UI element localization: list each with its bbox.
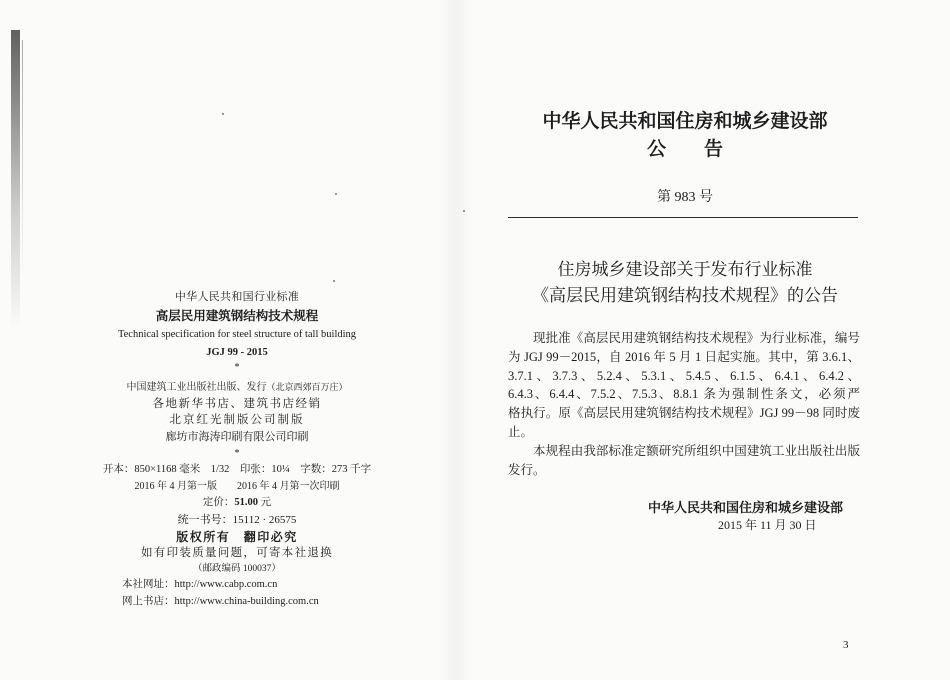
copyright-notice: 版权所有 翻印必究 — [176, 530, 298, 544]
subject-line-1: 住房城乡建设部关于发布行业标准 — [557, 260, 813, 279]
postcode: （邮政编码 100037） — [193, 564, 281, 574]
price-unit: 元 — [258, 497, 272, 508]
edition-line: 2016 年 4 月第一版 2016 年 4 月第一次印刷 — [134, 481, 340, 492]
printer: 廊坊市海涛印刷有限公司印刷 — [165, 431, 309, 443]
body-line: 格执行。原《高层民用建筑钢结构技术规程》JGJ 99－98 同时废 — [508, 406, 860, 421]
publisher-line — [60, 379, 414, 396]
separator-asterisk: * — [234, 448, 240, 459]
price-line — [60, 495, 414, 511]
body-line: 本规程由我部标准定额研究所组织中国建筑工业出版社出版 — [533, 443, 860, 458]
body-line: 6.4.3、6.4.4、7.5.2、7.5.3、8.8.1 条为强制性条文，必须严 — [508, 387, 860, 402]
signature: 中华人民共和国住房和城乡建设部 — [648, 500, 844, 515]
announcement-body — [508, 329, 860, 479]
notice-label: 公 告 — [646, 139, 723, 160]
price-value: 51.00 — [234, 497, 258, 508]
online-store: 网上书店：http://www.china-building.com.cn — [122, 596, 319, 607]
title-english: Technical specification for steel structure of tall building — [117, 329, 357, 340]
body-line: 止。 — [508, 424, 534, 439]
header-rule — [508, 217, 858, 218]
publisher: 中国建筑工业出版社出版、发行 — [126, 382, 267, 393]
standard-type: 中华人民共和国行业标准 — [174, 291, 300, 303]
body-line: 3.7.1、3.7.3、5.2.4、5.3.1、5.4.5、6.1.5、6.4.1、6.4.2、 — [508, 368, 860, 383]
page-number: 3 — [843, 639, 849, 651]
body-line: 发行。 — [508, 462, 546, 477]
ministry-heading: 中华人民共和国住房和城乡建设部 — [542, 111, 828, 132]
plate-maker: 北京红光制版公司制版 — [169, 414, 305, 426]
book-number: 统一书号：15112 · 26575 — [177, 514, 297, 526]
subject-line-2: 《高层民用建筑钢结构技术规程》的公告 — [532, 286, 838, 305]
price-label: 定价： — [202, 497, 235, 508]
title-chinese: 高层民用建筑钢结构技术规程 — [155, 309, 319, 323]
body-line: 现批准《高层民用建筑钢结构技术规程》为行业标准，编号 — [533, 331, 860, 345]
standard-code: JGJ 99 - 2015 — [206, 347, 268, 358]
body-line: 为 JGJ 99－2015，自 2016 年 5 月 1 日起实施。其中，第 3.6.1、 — [508, 349, 860, 364]
publisher-website: 本社网址：http://www.cabp.com.cn — [122, 579, 278, 590]
publisher-address: （北京西郊百万庄） — [266, 382, 348, 392]
format-line: 开本：850×1168 毫米 1/32 印张：10¼ 字数：273 千字 — [102, 464, 372, 475]
distributor: 各地新华书店、建筑书店经销 — [152, 398, 322, 410]
notice-number: 第 983 号 — [657, 190, 713, 205]
issue-date: 2015 年 11 月 30 日 — [718, 518, 817, 532]
return-notice: 如有印装质量问题，可寄本社退换 — [141, 547, 333, 559]
separator-asterisk: * — [234, 362, 240, 373]
